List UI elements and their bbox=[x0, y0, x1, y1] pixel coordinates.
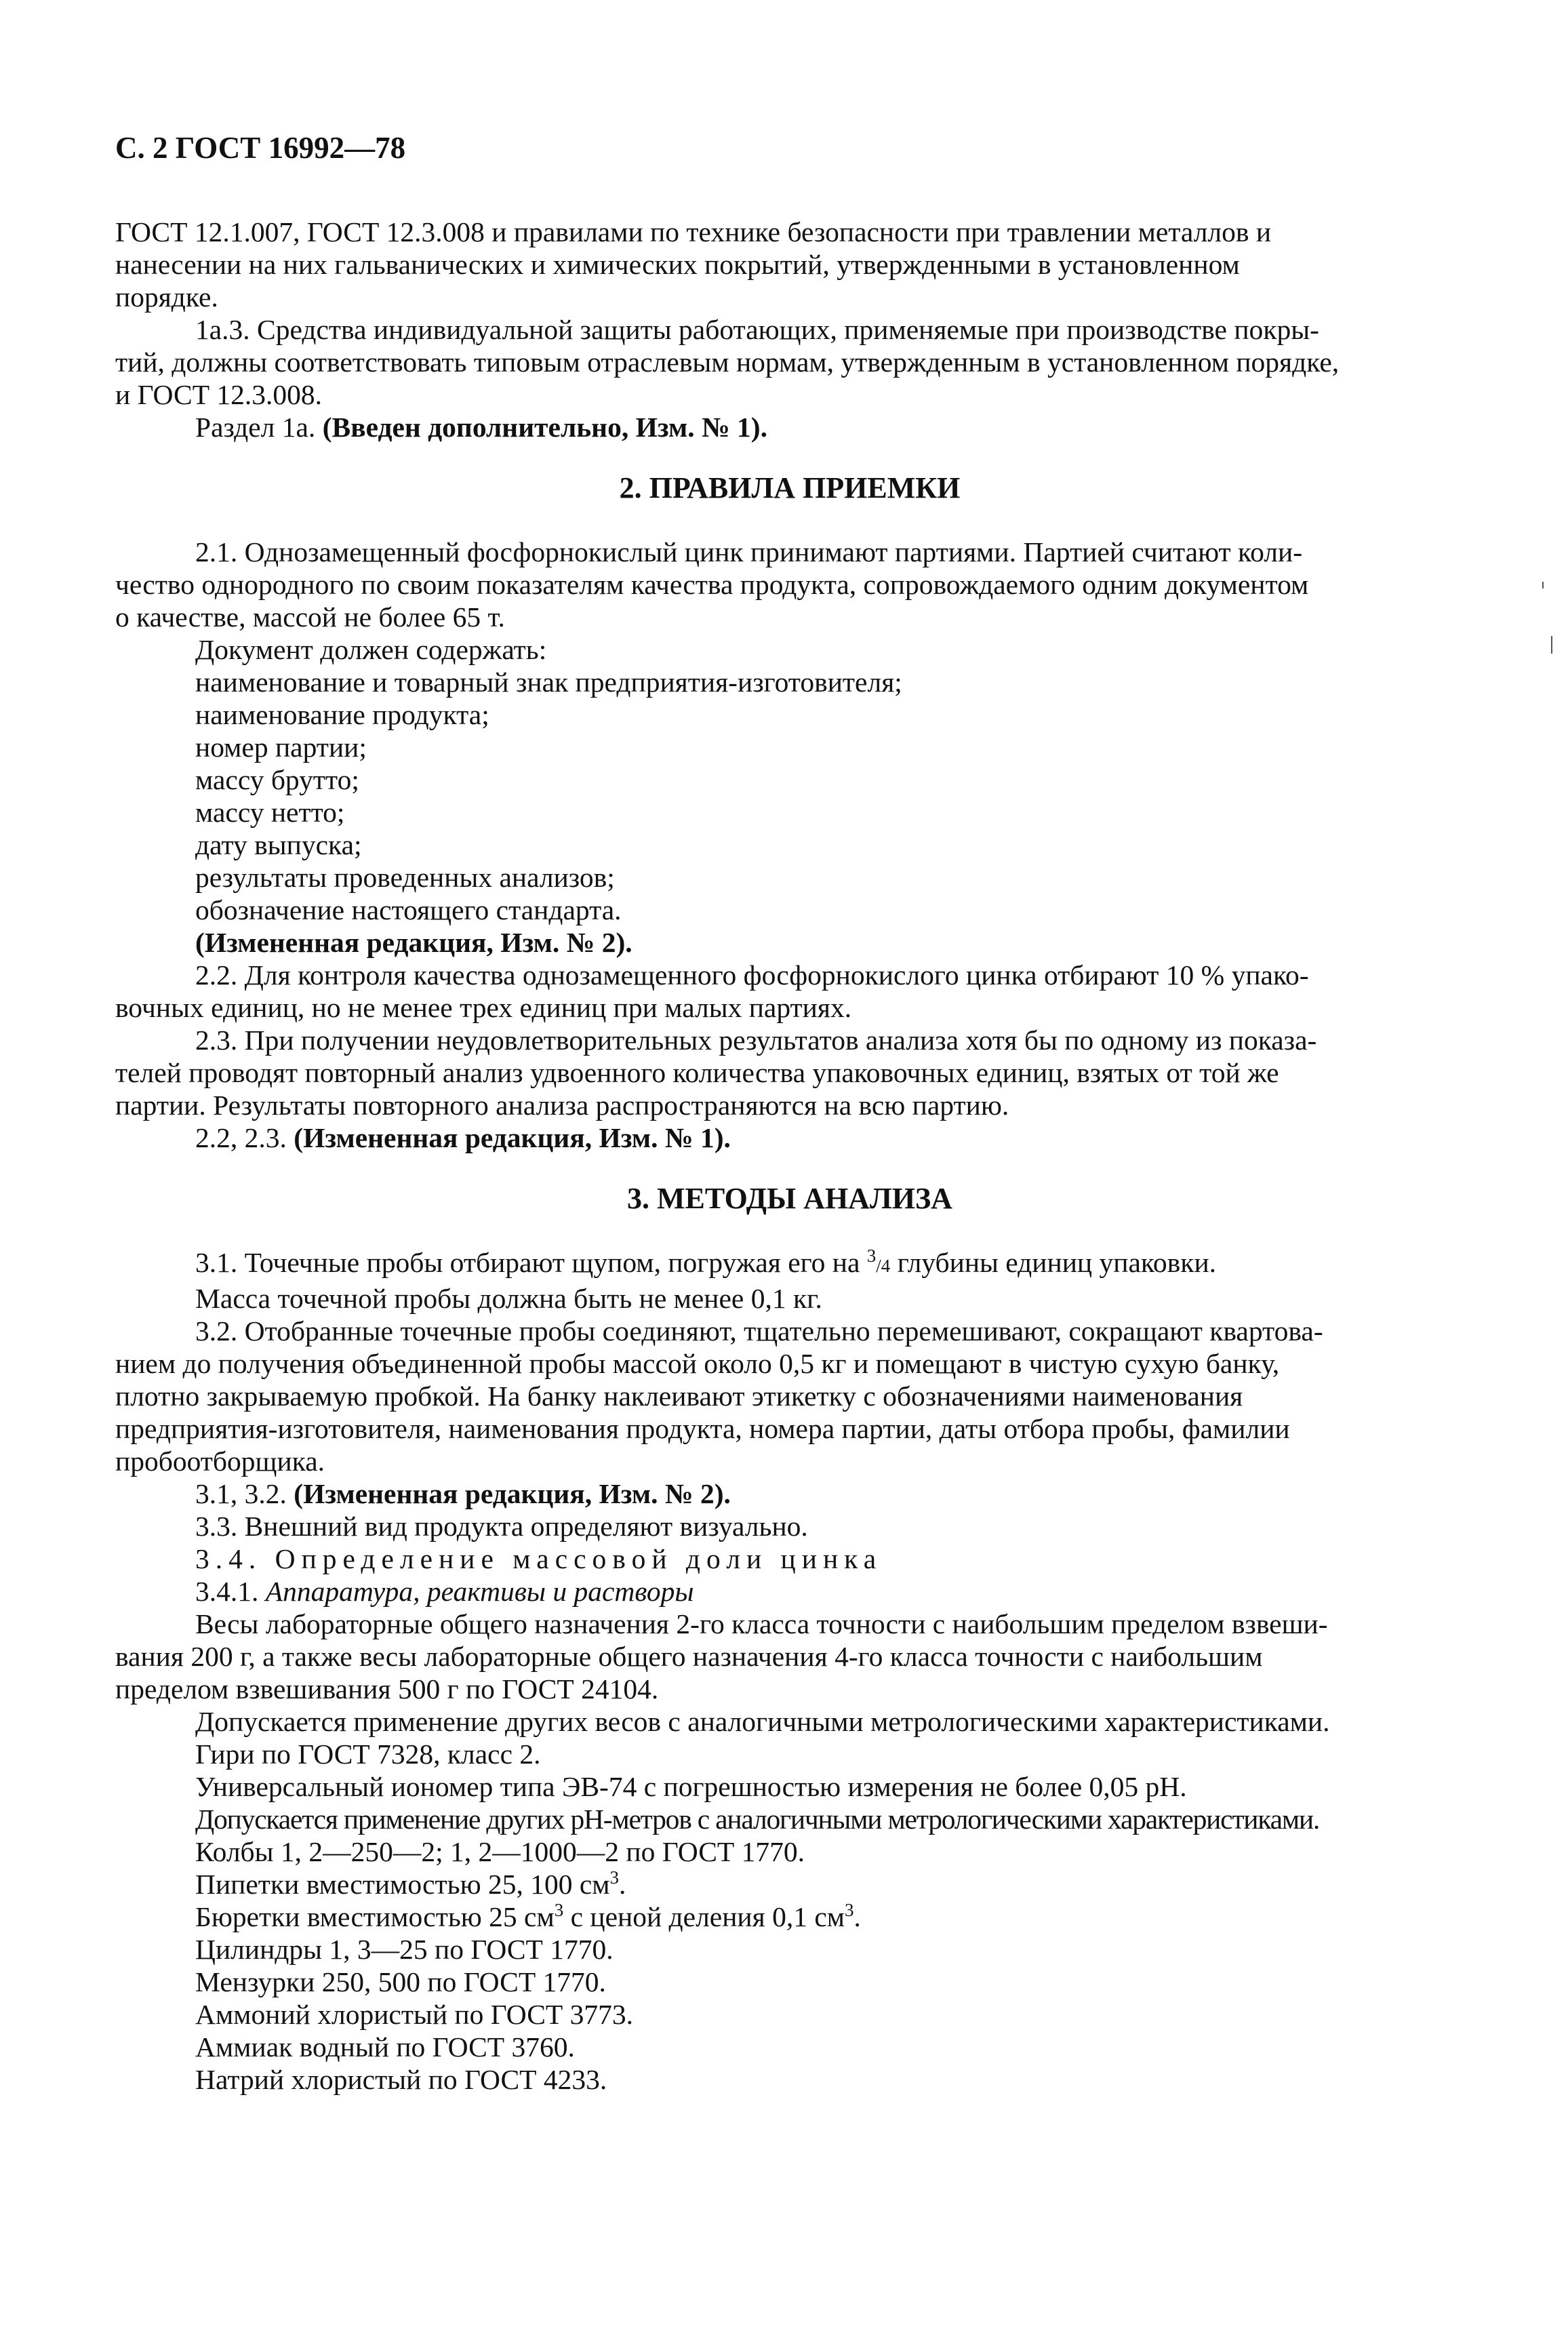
paragraph-2-2 bbox=[115, 959, 1464, 1024]
pipettes-line bbox=[115, 1868, 1464, 1900]
paragraph-3-2 bbox=[115, 1315, 1464, 1477]
text-line: 1а.3. Средства индивидуальной защиты работающих, применяемые при производстве покры- bbox=[195, 314, 1319, 345]
doc-item: номер партии; bbox=[195, 732, 367, 763]
paragraph-3-4: 3.4. Определение массовой доли цинка bbox=[195, 1543, 883, 1574]
text-line: и ГОСТ 12.3.008. bbox=[115, 379, 323, 410]
text-line: нием до получения объединенной пробы массой около 0,5 кг и помещают в чистую сухую банку, bbox=[115, 1348, 1280, 1379]
text-line: 2.2. Для контроля качества однозамещенного фосфорнокислого цинка отбирают 10 % упако- bbox=[195, 959, 1309, 991]
edit-note bbox=[115, 1121, 1464, 1154]
edit-note bbox=[115, 1477, 1464, 1510]
section-3-body bbox=[115, 1246, 1464, 2096]
doc-item: массу нетто; bbox=[195, 797, 345, 828]
text-line: тий, должны соответствовать типовым отраслевым нормам, утвержденным в установленном порядке, bbox=[115, 346, 1340, 378]
text-line: Весы лабораторные общего назначения 2-го класса точности с наибольшим пределом взвеши- bbox=[195, 1608, 1328, 1639]
doc-item: массу брутто; bbox=[195, 764, 359, 795]
edit-note: (Измененная редакция, Изм. № 2). bbox=[195, 927, 632, 958]
text-line: плотно закрываемую пробкой. На банку наклеивают этикетку с обозначениями наименования bbox=[115, 1380, 1243, 1412]
p31-before: 3.1. Точечные пробы отбирают щупом, погружая его на bbox=[195, 1247, 867, 1278]
edit-bold: (Измененная редакция, Изм. № 2). bbox=[294, 1478, 731, 1509]
text-line: вания 200 г, а также весы лабораторные общего назначения 4-го класса точности с наибольшим bbox=[115, 1641, 1263, 1672]
text-line: телей проводят повторный анализ удвоенного количества упаковочных единиц, взятых от той же bbox=[115, 1057, 1279, 1088]
text-line: Натрий хлористый по ГОСТ 4233. bbox=[195, 2064, 607, 2095]
section-2-title: 2. ПРАВИЛА ПРИЕМКИ bbox=[619, 471, 961, 504]
edit-bold: (Измененная редакция, Изм. № 1). bbox=[294, 1122, 731, 1153]
doc-item: наименование и товарный знак предприятия-изготовителя; bbox=[195, 666, 902, 698]
doc-item: обозначение настоящего стандарта. bbox=[195, 894, 622, 925]
text-line: Аммиак водный по ГОСТ 3760. bbox=[195, 2031, 575, 2063]
text-line: партии. Результаты повторного анализа распространяются на всю партию. bbox=[115, 1090, 1009, 1121]
scales-paragraph bbox=[115, 1608, 1464, 1705]
text-line: Мензурки 250, 500 по ГОСТ 1770. bbox=[195, 1966, 606, 1997]
text-line: Цилиндры 1, 3—25 по ГОСТ 1770. bbox=[195, 1934, 614, 1965]
doc-item: дату выпуска; bbox=[195, 829, 362, 860]
document-page bbox=[115, 129, 1464, 2096]
burettes-b: с ценой деления 0,1 см bbox=[563, 1901, 845, 1932]
paragraph-2-1 bbox=[115, 536, 1464, 633]
razdel-note bbox=[115, 411, 1464, 443]
superscript: 3 bbox=[845, 1900, 854, 1921]
doc-item: наименование продукта; bbox=[195, 699, 489, 730]
doc-intro: Документ должен содержать: bbox=[195, 634, 547, 665]
burettes-a: Бюретки вместимостью 25 см bbox=[195, 1901, 555, 1932]
continued-paragraph bbox=[115, 216, 1464, 313]
paragraph-3-1 bbox=[115, 1246, 1464, 1282]
pipettes-end: . bbox=[619, 1869, 626, 1900]
text-line: Гири по ГОСТ 7328, класс 2. bbox=[195, 1738, 541, 1770]
razdel-prefix: Раздел 1а. bbox=[195, 412, 323, 443]
page-header: С. 2 ГОСТ 16992—78 bbox=[115, 131, 406, 165]
paragraph-1a3 bbox=[115, 313, 1464, 411]
edit-prefix: 3.1, 3.2. bbox=[195, 1478, 294, 1509]
text-line: порядке. bbox=[115, 281, 218, 313]
paragraph-3-4-1 bbox=[115, 1575, 1464, 1608]
text-line: пределом взвешивания 500 г по ГОСТ 24104. bbox=[115, 1673, 659, 1705]
pipettes-text: Пипетки вместимостью 25, 100 см bbox=[195, 1869, 610, 1900]
text-line: 3.2. Отобранные точечные пробы соединяют, тщательно перемешивают, сокращают квартова- bbox=[195, 1315, 1323, 1347]
text-line: нанесении на них гальванических и химических покрытий, утвержденными в установленном bbox=[115, 249, 1240, 280]
text-line: ГОСТ 12.1.007, ГОСТ 12.3.008 и правилами по технике безопасности при травлении металлов и bbox=[115, 216, 1272, 247]
section-2-body bbox=[115, 536, 1464, 1154]
superscript: 3 bbox=[554, 1900, 564, 1921]
section-3-title: 3. МЕТОДЫ АНАЛИЗА bbox=[627, 1182, 952, 1215]
scan-mark bbox=[1551, 636, 1552, 654]
text-line: Допускается применение других весов с аналогичными метрологическими характеристиками. bbox=[195, 1706, 1330, 1737]
text-line: Допускается применение других pH-метров с аналогичными метрологическими характеристиками. bbox=[195, 1804, 1320, 1835]
text-line: Масса точечной пробы должна быть не менее 0,1 кг. bbox=[195, 1283, 822, 1314]
fraction-numerator: 3 bbox=[866, 1246, 877, 1267]
text-line: Колбы 1, 2—250—2; 1, 2—1000—2 по ГОСТ 1770. bbox=[195, 1836, 805, 1867]
p31-after: глубины единиц упаковки. bbox=[890, 1247, 1217, 1278]
text-line: вочных единиц, но не менее трех единиц при малых партиях. bbox=[115, 992, 852, 1023]
superscript: 3 bbox=[609, 1867, 620, 1888]
intro-block bbox=[115, 216, 1464, 443]
edit-prefix: 2.2, 2.3. bbox=[195, 1122, 294, 1153]
scan-mark bbox=[1542, 582, 1544, 589]
text-line: 2.3. При получении неудовлетворительных результатов анализа хотя бы по одному из показа- bbox=[195, 1024, 1317, 1056]
paragraph-2-3 bbox=[115, 1024, 1464, 1121]
doc-item: результаты проведенных анализов; bbox=[195, 862, 615, 893]
text-line: предприятия-изготовителя, наименования продукта, номера партии, даты отбора пробы, фамилии bbox=[115, 1413, 1290, 1444]
p341-italic: Аппаратура, реактивы и растворы bbox=[265, 1576, 694, 1607]
p341-prefix: 3.4.1. bbox=[195, 1576, 266, 1607]
text-line: Универсальный иономер типа ЭВ-74 с погрешностью измерения не более 0,05 pH. bbox=[195, 1771, 1187, 1802]
burettes-line bbox=[115, 1900, 1464, 1933]
text-line: Аммоний хлористый по ГОСТ 3773. bbox=[195, 1999, 633, 2030]
text-line: пробоотборщика. bbox=[115, 1446, 325, 1477]
text-line: чество однородного по своим показателям качества продукта, сопровождаемого одним документом bbox=[115, 569, 1309, 600]
text-line: 2.1. Однозамещенный фосфорнокислый цинк принимают партиями. Партией считают коли- bbox=[195, 536, 1303, 568]
fraction-denominator: /4 bbox=[876, 1256, 891, 1276]
text-line: о качестве, массой не более 65 т. bbox=[115, 601, 505, 633]
burettes-end: . bbox=[853, 1901, 861, 1932]
razdel-bold: (Введен дополнительно, Изм. № 1). bbox=[322, 412, 767, 443]
paragraph-3-3: 3.3. Внешний вид продукта определяют визуально. bbox=[195, 1511, 808, 1542]
